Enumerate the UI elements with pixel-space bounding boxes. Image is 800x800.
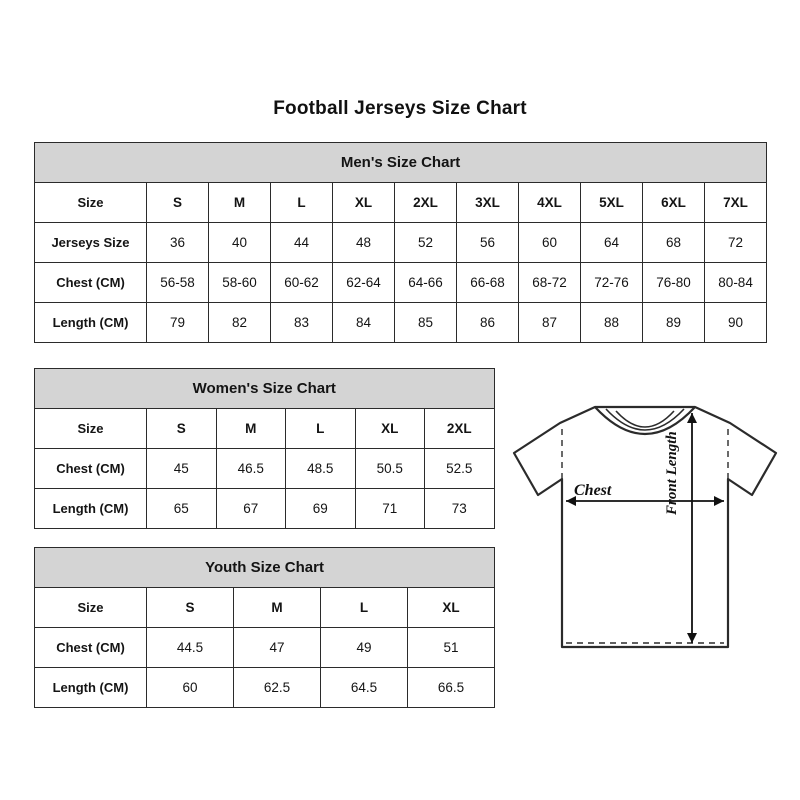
table-cell: 48.5 xyxy=(286,449,356,489)
table-cell: 68 xyxy=(643,223,705,263)
table-cell: 88 xyxy=(581,303,643,343)
chest-measure-label: Chest xyxy=(574,482,612,499)
table-row xyxy=(35,489,495,529)
table-cell: 46.5 xyxy=(216,449,286,489)
column-header-cell: XL xyxy=(333,183,395,223)
column-header-cell: L xyxy=(321,588,408,628)
column-header-cell: 6XL xyxy=(643,183,705,223)
table-cell: 83 xyxy=(271,303,333,343)
column-header-cell: 3XL xyxy=(457,183,519,223)
row-label: Jerseys Size xyxy=(35,223,147,263)
table-cell: 51 xyxy=(408,628,495,668)
table-cell: 73 xyxy=(425,489,495,529)
table-cell: 62-64 xyxy=(333,263,395,303)
table-cell: 36 xyxy=(147,223,209,263)
column-header-cell: 5XL xyxy=(581,183,643,223)
column-header-cell: M xyxy=(209,183,271,223)
front-length-measure-label: Front Length xyxy=(664,431,680,515)
table-cell: 89 xyxy=(643,303,705,343)
row-label: Chest (CM) xyxy=(35,628,147,668)
column-header-cell: L xyxy=(271,183,333,223)
table-cell: 60 xyxy=(147,668,234,708)
table-row xyxy=(35,449,495,489)
table-cell: 72 xyxy=(705,223,767,263)
table-column-header-row xyxy=(35,409,495,449)
table-cell: 85 xyxy=(395,303,457,343)
table-cell: 84 xyxy=(333,303,395,343)
table-cell: 56 xyxy=(457,223,519,263)
table-cell: 69 xyxy=(286,489,356,529)
youth-size-table xyxy=(34,547,495,708)
table-cell: 66.5 xyxy=(408,668,495,708)
youth-table-heading: Youth Size Chart xyxy=(35,548,495,588)
table-cell: 49 xyxy=(321,628,408,668)
table-cell: 68-72 xyxy=(519,263,581,303)
column-header-cell: 2XL xyxy=(395,183,457,223)
column-header-cell: S xyxy=(147,409,217,449)
table-row xyxy=(35,303,767,343)
table-row xyxy=(35,223,767,263)
row-label: Chest (CM) xyxy=(35,449,147,489)
column-header-cell: XL xyxy=(355,409,425,449)
column-header-cell: M xyxy=(216,409,286,449)
row-label: Chest (CM) xyxy=(35,263,147,303)
table-cell: 48 xyxy=(333,223,395,263)
table-cell: 40 xyxy=(209,223,271,263)
table-cell: 56-58 xyxy=(147,263,209,303)
table-cell: 86 xyxy=(457,303,519,343)
column-header-cell: 2XL xyxy=(425,409,495,449)
table-cell: 64-66 xyxy=(395,263,457,303)
column-header-cell: Size xyxy=(35,183,147,223)
womens-table-heading: Women's Size Chart xyxy=(35,369,495,409)
table-cell: 50.5 xyxy=(355,449,425,489)
table-cell: 90 xyxy=(705,303,767,343)
table-cell: 64.5 xyxy=(321,668,408,708)
table-cell: 66-68 xyxy=(457,263,519,303)
table-row xyxy=(35,263,767,303)
table-cell: 76-80 xyxy=(643,263,705,303)
table-header-row xyxy=(35,369,495,409)
table-cell: 58-60 xyxy=(209,263,271,303)
table-cell: 82 xyxy=(209,303,271,343)
column-header-cell: 7XL xyxy=(705,183,767,223)
table-cell: 47 xyxy=(234,628,321,668)
column-header-cell: 4XL xyxy=(519,183,581,223)
table-cell: 44.5 xyxy=(147,628,234,668)
table-cell: 71 xyxy=(355,489,425,529)
jersey-diagram-icon xyxy=(500,395,790,685)
table-cell: 87 xyxy=(519,303,581,343)
table-cell: 72-76 xyxy=(581,263,643,303)
table-cell: 65 xyxy=(147,489,217,529)
table-cell: 80-84 xyxy=(705,263,767,303)
womens-size-table xyxy=(34,368,495,529)
table-cell: 60-62 xyxy=(271,263,333,303)
column-header-cell: Size xyxy=(35,588,147,628)
column-header-cell: S xyxy=(147,588,234,628)
page-title: Football Jerseys Size Chart xyxy=(273,98,527,119)
table-cell: 60 xyxy=(519,223,581,263)
table-cell: 45 xyxy=(147,449,217,489)
row-label: Length (CM) xyxy=(35,489,147,529)
table-cell: 64 xyxy=(581,223,643,263)
table-cell: 52.5 xyxy=(425,449,495,489)
table-header-row xyxy=(35,143,767,183)
table-cell: 79 xyxy=(147,303,209,343)
mens-size-table xyxy=(34,142,767,343)
mens-table-heading: Men's Size Chart xyxy=(35,143,767,183)
column-header-cell: M xyxy=(234,588,321,628)
table-row xyxy=(35,668,495,708)
row-label: Length (CM) xyxy=(35,303,147,343)
table-cell: 52 xyxy=(395,223,457,263)
table-cell: 67 xyxy=(216,489,286,529)
table-header-row xyxy=(35,548,495,588)
table-cell: 44 xyxy=(271,223,333,263)
column-header-cell: S xyxy=(147,183,209,223)
column-header-cell: Size xyxy=(35,409,147,449)
row-label: Length (CM) xyxy=(35,668,147,708)
table-cell: 62.5 xyxy=(234,668,321,708)
table-column-header-row xyxy=(35,588,495,628)
column-header-cell: XL xyxy=(408,588,495,628)
table-column-header-row xyxy=(35,183,767,223)
table-row xyxy=(35,628,495,668)
column-header-cell: L xyxy=(286,409,356,449)
